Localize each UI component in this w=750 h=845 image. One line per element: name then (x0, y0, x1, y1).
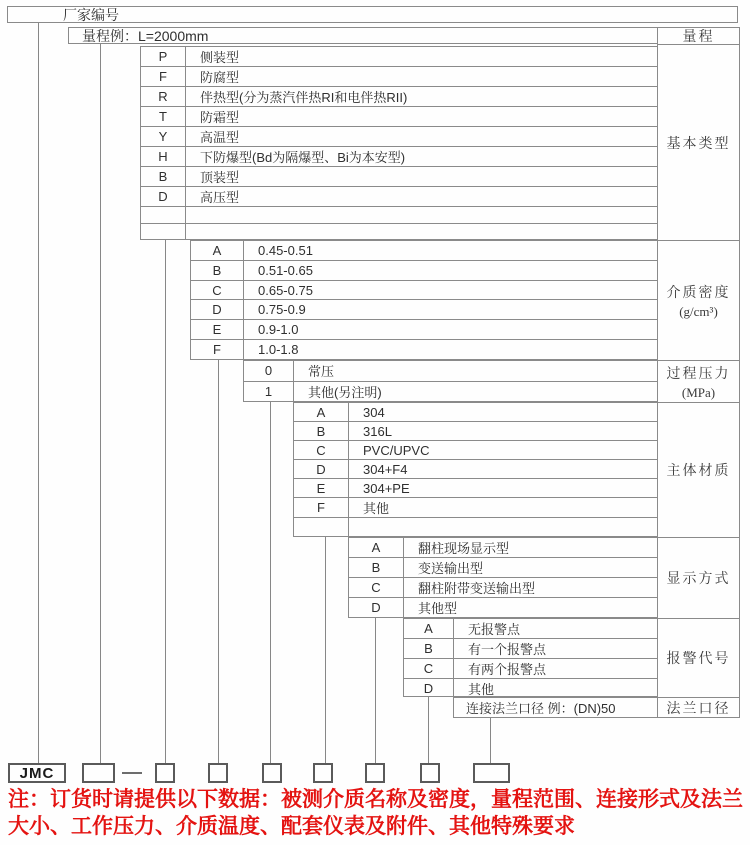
code-cell: F (294, 498, 349, 517)
table-row (244, 382, 657, 402)
table-row (404, 639, 657, 659)
connector-line-display (375, 618, 376, 763)
code-cell: 1 (244, 382, 294, 402)
flange-desc: 连接法兰口径 例：(DN)50 (466, 701, 616, 716)
label-alarm-code: 报警代号 (658, 619, 739, 698)
label-basic-type: 基本类型 (658, 45, 739, 241)
table-row (141, 67, 657, 87)
label-process-pressure: 过程压力 (MPa) (658, 361, 739, 403)
code-cell: A (404, 619, 454, 638)
flange-row (453, 697, 658, 718)
code-cell: D (294, 460, 349, 478)
desc-cell: 其他(另注明) (308, 384, 382, 400)
dash-separator (122, 772, 142, 774)
label-display-mode: 显示方式 (658, 538, 739, 619)
desc-cell: 顶装型 (200, 170, 240, 185)
connector-line-basic (165, 240, 166, 763)
table-row (191, 281, 657, 301)
desc-cell: 下防爆型(Bd为隔爆型、Bi为本安型) (200, 150, 406, 165)
code-cell: A (191, 241, 244, 260)
desc-cell: 其他 (468, 682, 495, 697)
code-cell: F (191, 340, 244, 359)
range-example-text: 量程例：L=2000mm (82, 27, 209, 44)
code-cell: B (141, 167, 186, 186)
connector-line-flange (490, 718, 491, 763)
table-row (141, 107, 657, 127)
desc-cell: 翻柱附带变送输出型 (418, 581, 536, 596)
code-cell (141, 224, 186, 240)
code-box-display (365, 763, 385, 783)
code-box-material (313, 763, 333, 783)
desc-cell: 304 (363, 404, 385, 420)
manufacturer-row (7, 6, 738, 23)
code-cell: 0 (244, 361, 294, 381)
table-row (294, 422, 657, 441)
code-cell: D (404, 679, 454, 698)
desc-cell: 伴热型(分为蒸汽伴热RI和电伴热RII) (200, 90, 408, 105)
code-cell: E (191, 320, 244, 339)
table-row (349, 558, 657, 578)
model-prefix-text: JMC (19, 764, 55, 782)
code-cell: A (294, 403, 349, 421)
table-row (349, 578, 657, 598)
code-box-density (208, 763, 228, 783)
code-cell: T (141, 107, 186, 126)
table-row (244, 361, 657, 382)
table-row (349, 538, 657, 558)
table-row-empty (294, 518, 657, 536)
desc-cell: 0.65-0.75 (258, 282, 313, 298)
ordering-note (8, 786, 748, 840)
material-table (293, 402, 658, 537)
table-row (404, 679, 657, 698)
desc-cell: 高温型 (200, 130, 240, 145)
code-cell: D (191, 300, 244, 319)
code-cell: D (141, 187, 186, 206)
code-cell: C (404, 659, 454, 678)
desc-cell: PVC/UPVC (363, 442, 430, 458)
desc-cell: 高压型 (200, 190, 240, 205)
table-row (191, 320, 657, 340)
category-label-column (657, 27, 740, 718)
connector-line-material (325, 537, 326, 763)
basic-type-table (140, 46, 658, 240)
desc-cell: 304+PE (363, 480, 410, 496)
desc-cell: 1.0-1.8 (258, 342, 299, 358)
table-row (141, 47, 657, 67)
code-cell: A (349, 538, 404, 557)
desc-cell: 0.45-0.51 (258, 242, 313, 258)
pressure-table (243, 360, 658, 402)
manufacturer-label: 厂家编号 (63, 6, 119, 23)
ordering-note-line2: 大小、工作压力、介质温度、配套仪表及附件、其他特殊要求 (8, 815, 575, 838)
table-row (349, 598, 657, 617)
table-row (294, 479, 657, 498)
desc-cell: 防腐型 (200, 70, 240, 85)
table-row (294, 441, 657, 460)
desc-cell: 304+F4 (363, 461, 408, 477)
table-row (404, 659, 657, 679)
code-cell (294, 518, 349, 536)
code-cell: C (191, 281, 244, 300)
desc-cell: 常压 (308, 364, 335, 380)
label-medium-density: 介质密度 (g/cm³) (658, 241, 739, 361)
desc-cell: 其他型 (418, 601, 458, 616)
table-row (141, 167, 657, 187)
range-row (68, 27, 658, 44)
desc-cell: 有一个报警点 (468, 642, 547, 657)
desc-cell: 侧装型 (200, 50, 240, 65)
code-cell: F (141, 67, 186, 86)
table-row (141, 127, 657, 147)
table-row (294, 460, 657, 479)
code-cell: C (294, 441, 349, 459)
alarm-code-table (403, 618, 658, 697)
table-row (191, 340, 657, 359)
display-mode-table (348, 537, 658, 618)
table-row (191, 300, 657, 320)
code-box-alarm (420, 763, 440, 783)
connector-line-density (218, 360, 219, 763)
table-row (191, 241, 657, 261)
code-box-flange (473, 763, 510, 783)
code-box-basic (155, 763, 175, 783)
connector-line-manufacturer (38, 23, 39, 763)
table-row (141, 87, 657, 107)
label-body-material: 主体材质 (658, 403, 739, 538)
connector-line-pressure (270, 402, 271, 763)
table-row (294, 498, 657, 518)
desc-cell: 其他 (363, 501, 390, 516)
model-prefix-box (8, 763, 66, 783)
label-flange-size: 法兰口径 (666, 701, 731, 717)
table-row (294, 403, 657, 422)
table-row (191, 261, 657, 281)
table-row-empty (141, 224, 657, 240)
code-cell: B (404, 639, 454, 658)
code-box-pressure (262, 763, 282, 783)
code-cell: H (141, 147, 186, 166)
desc-cell: 防霜型 (200, 110, 240, 125)
code-cell: Y (141, 127, 186, 146)
table-row-empty (141, 207, 657, 224)
ordering-note-line1: 注：订货时请提供以下数据：被测介质名称及密度，量程范围、连接形式及法兰 (8, 788, 743, 811)
code-cell: B (191, 261, 244, 280)
connector-line-range (100, 44, 101, 763)
label-range: 量程 (658, 28, 739, 45)
desc-cell: 316L (363, 423, 392, 439)
code-box-range (82, 763, 115, 783)
code-cell (141, 207, 186, 223)
desc-cell: 无报警点 (468, 622, 521, 637)
density-table (190, 240, 658, 360)
code-cell: C (349, 578, 404, 597)
table-row (404, 619, 657, 639)
connector-line-alarm (428, 697, 429, 763)
code-cell: B (349, 558, 404, 577)
code-cell: D (349, 598, 404, 617)
desc-cell: 0.75-0.9 (258, 302, 306, 318)
desc-cell: 0.51-0.65 (258, 262, 313, 278)
desc-cell: 0.9-1.0 (258, 322, 299, 338)
table-row (141, 187, 657, 207)
desc-cell: 变送输出型 (418, 561, 484, 576)
desc-cell: 有两个报警点 (468, 662, 547, 677)
code-cell: B (294, 422, 349, 440)
desc-cell: 翻柱现场显示型 (418, 541, 510, 556)
code-cell: P (141, 47, 186, 66)
table-row (141, 147, 657, 167)
code-cell: R (141, 87, 186, 106)
code-cell: E (294, 479, 349, 497)
